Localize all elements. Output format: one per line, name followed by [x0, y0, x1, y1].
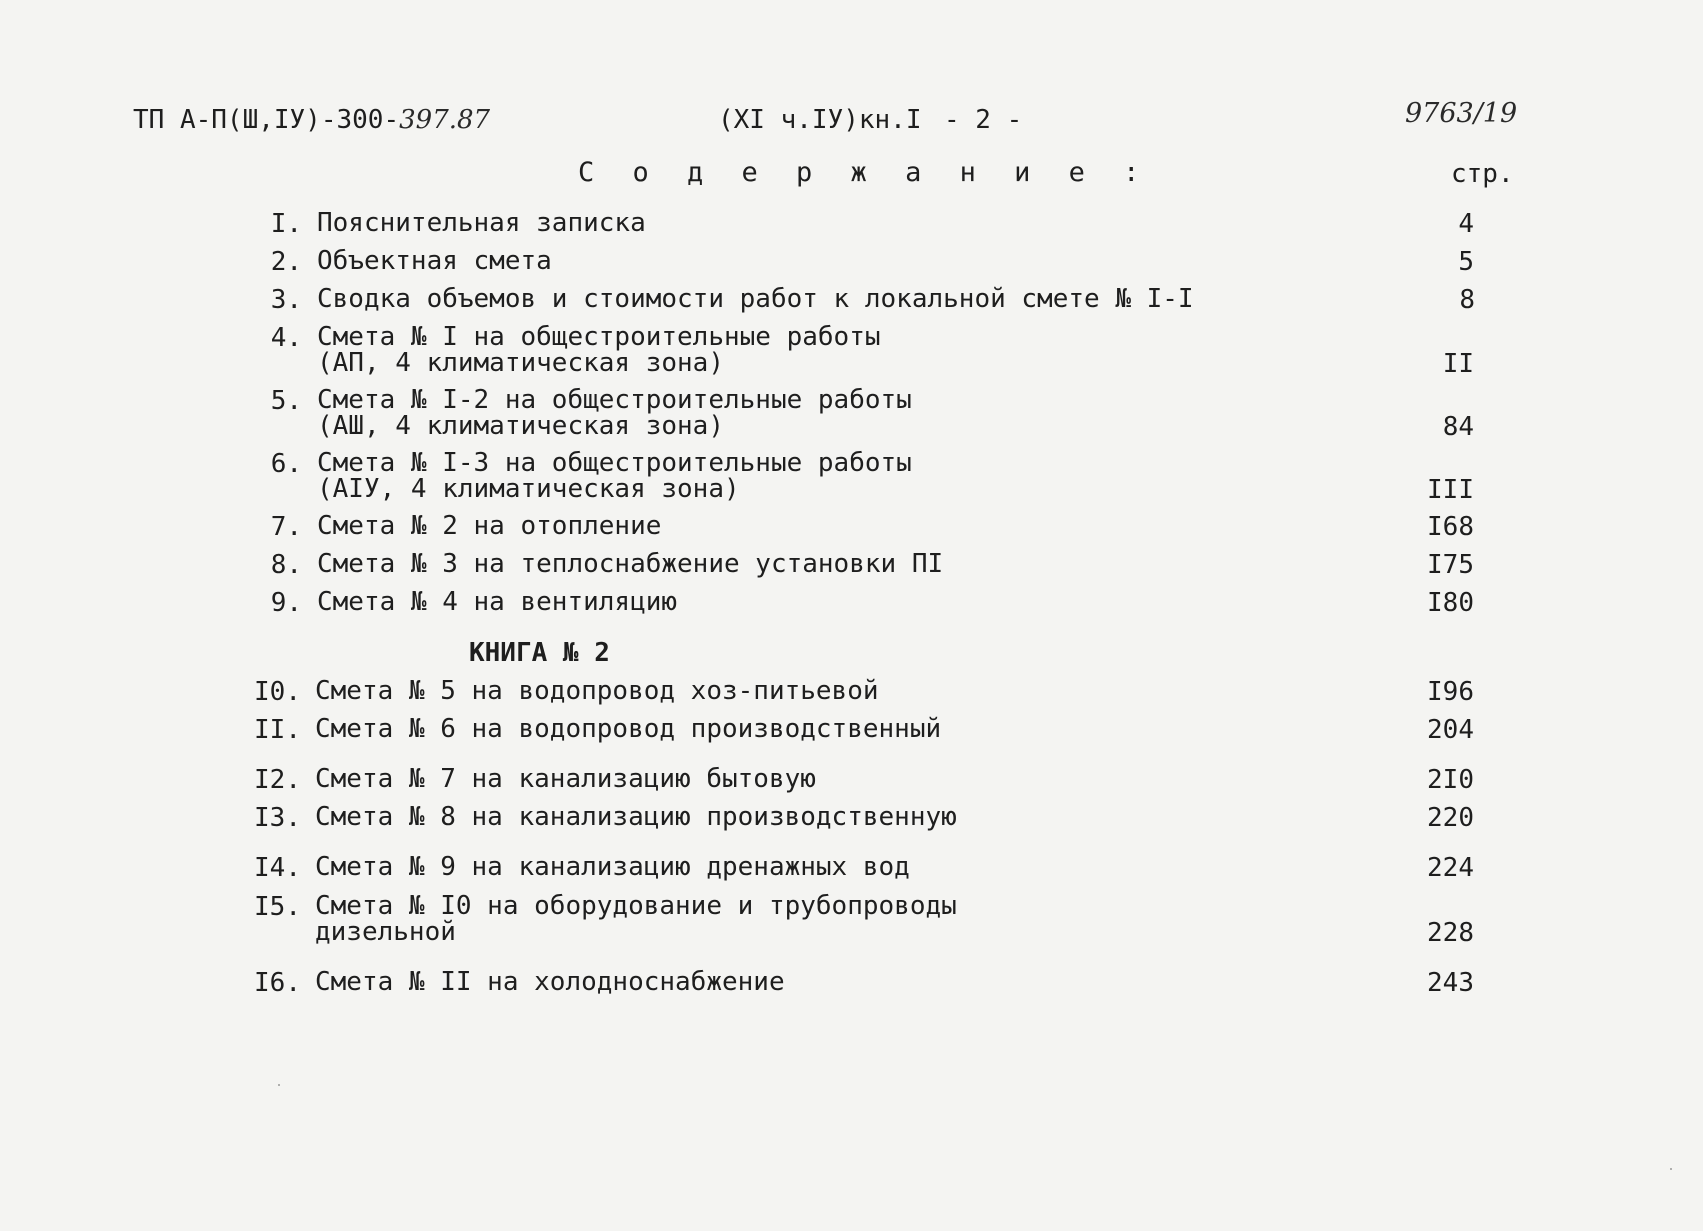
part-label: (XI ч.IУ)кн.I — [718, 105, 922, 135]
entry-title-continuation: дизельной — [315, 917, 456, 947]
entry-title: Смета № I-2 на общестроительные работы — [317, 385, 912, 415]
entry-number: 2. — [270, 247, 302, 277]
page-number: - 2 - — [944, 105, 1023, 135]
page-column-label: стр. — [1451, 159, 1514, 189]
entry-title: Смета № 7 на канализацию бытовую — [315, 764, 816, 794]
entry-page: III — [1427, 475, 1474, 505]
entry-page: I80 — [1427, 588, 1474, 618]
contents-title: С о д е р ж а н и е : — [578, 157, 1151, 188]
entry-title: Смета № 8 на канализацию производственную — [315, 802, 957, 832]
entry-title: Смета № I на общестроительные работы — [317, 322, 881, 352]
entry-title: Сводка объемов и стоимости работ к локальной смете № I-I — [317, 284, 1194, 314]
entry-page: 243 — [1427, 968, 1474, 998]
entry-number: 7. — [270, 512, 302, 542]
entry-title: Объектная смета — [317, 246, 552, 276]
book-2-heading: КНИГА № 2 — [469, 638, 610, 668]
document-code — [133, 106, 490, 134]
entry-page: 84 — [1442, 412, 1474, 442]
entry-title: Смета № 2 на отопление — [317, 511, 662, 541]
entry-page: 5 — [1458, 247, 1474, 277]
entry-title-continuation: (АП, 4 климатическая зона) — [317, 348, 724, 378]
entry-page: 220 — [1427, 803, 1474, 833]
entry-number: 4. — [270, 323, 302, 353]
entry-number: I4. — [254, 853, 301, 883]
entry-title: Смета № 6 на водопровод производственный — [315, 714, 942, 744]
entry-page: I75 — [1427, 550, 1474, 580]
entry-title: Смета № 4 на вентиляцию — [317, 587, 678, 617]
entry-title-continuation: (АIУ, 4 климатическая зона) — [317, 474, 740, 504]
entry-title-continuation: (АШ, 4 климатическая зона) — [317, 411, 724, 441]
entry-page: 4 — [1458, 209, 1474, 239]
entry-title: Смета № II на холодноснабжение — [315, 967, 785, 997]
entry-page: 224 — [1427, 853, 1474, 883]
entry-title: Смета № I0 на оборудование и трубопроводы — [315, 891, 957, 921]
entry-page: 8 — [1459, 285, 1475, 315]
scan-speck — [278, 1084, 280, 1086]
inventory-number-handwritten: 9763/19 — [1405, 98, 1518, 129]
entry-title: Смета № 9 на канализацию дренажных вод — [315, 852, 910, 882]
entry-number: 3. — [270, 285, 302, 315]
entry-number: I3. — [254, 803, 301, 833]
entry-page: 204 — [1427, 715, 1474, 745]
entry-title: Смета № I-3 на общестроительные работы — [317, 448, 912, 478]
document-code-handwritten: 397.87 — [399, 105, 491, 135]
entry-title: Пояснительная записка — [317, 208, 646, 238]
entry-title: Смета № 3 на теплоснабжение установки ПI — [317, 549, 944, 579]
entry-page: I96 — [1427, 677, 1474, 707]
entry-number: I2. — [254, 765, 301, 795]
entry-number: I0. — [254, 677, 301, 707]
entry-number: I5. — [254, 892, 301, 922]
entry-page: I68 — [1427, 512, 1474, 542]
entry-number: 5. — [270, 386, 302, 416]
entry-page: 2I0 — [1427, 765, 1474, 795]
entry-number: 8. — [270, 550, 302, 580]
entry-number: II. — [254, 715, 301, 745]
entry-page: 228 — [1427, 918, 1474, 948]
entry-number: I6. — [254, 968, 301, 998]
entry-title: Смета № 5 на водопровод хоз-питьевой — [315, 676, 879, 706]
scan-speck — [1670, 1168, 1672, 1170]
entry-page: II — [1442, 349, 1474, 379]
entry-number: 6. — [270, 449, 302, 479]
entry-number: 9. — [270, 588, 302, 618]
entry-number: I. — [270, 209, 302, 239]
document-code-prefix: ТП А-П(Ш,IУ)-300- — [133, 105, 400, 135]
